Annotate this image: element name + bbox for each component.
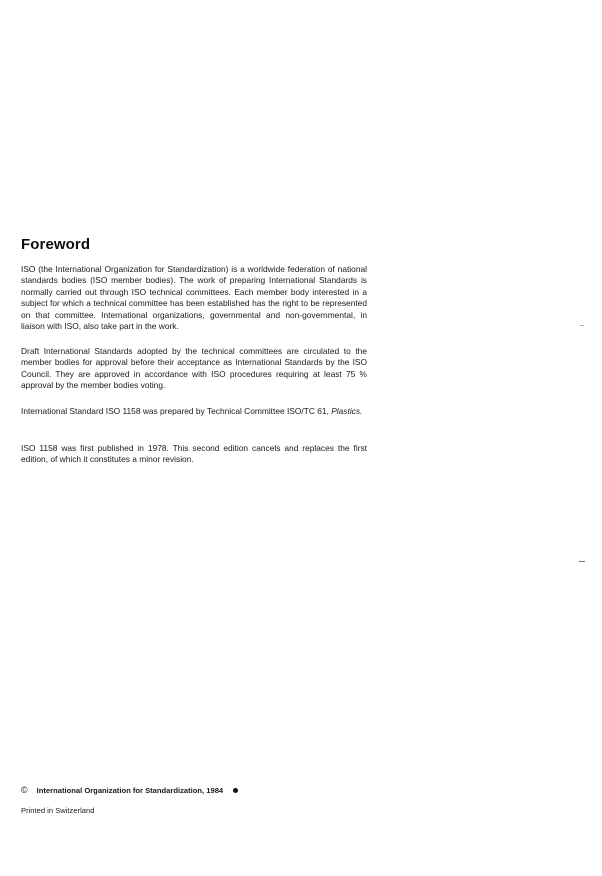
foreword-paragraph-1: ISO (the International Organization for Standardization) is a worldwide federation of national standards bodies (ISO member bodies). The work of preparing International Standards is normally carried out through ISO technical committees. Each member body interested in a subject for which a technical committee has been established has the right to be represented on that committee. International organizations, governmental and non-governmental, in liaison with ISO, also take part in the work.: [21, 264, 367, 332]
foreword-paragraph-3: [21, 406, 367, 417]
copyright-text: International Organization for Standardization, 1984: [36, 785, 224, 795]
foreword-heading: Foreword: [21, 236, 91, 253]
copyright-line: [21, 785, 238, 795]
bullet-icon: [233, 788, 238, 793]
foreword-paragraph-4: ISO 1158 was first published in 1978. This second edition cancels and replaces the first edition, of which it constitutes a minor revision.: [21, 443, 367, 465]
copyright-icon: ©: [21, 785, 28, 795]
committee-name: Plastics.: [331, 406, 363, 416]
committee-statement: International Standard ISO 1158 was prepared by Technical Committee ISO/TC 61,: [21, 406, 329, 416]
margin-tick-mark: [579, 561, 585, 562]
margin-tick-mark: [580, 325, 584, 326]
foreword-paragraph-2: Draft International Standards adopted by the technical committees are circulated to the member bodies for approval before their acceptance as International Standards by the ISO Council. They are approved in accordance with ISO procedures requiring at least 75 % approval by the member bodies voting.: [21, 346, 367, 391]
printed-location: Printed in Switzerland: [21, 806, 95, 815]
